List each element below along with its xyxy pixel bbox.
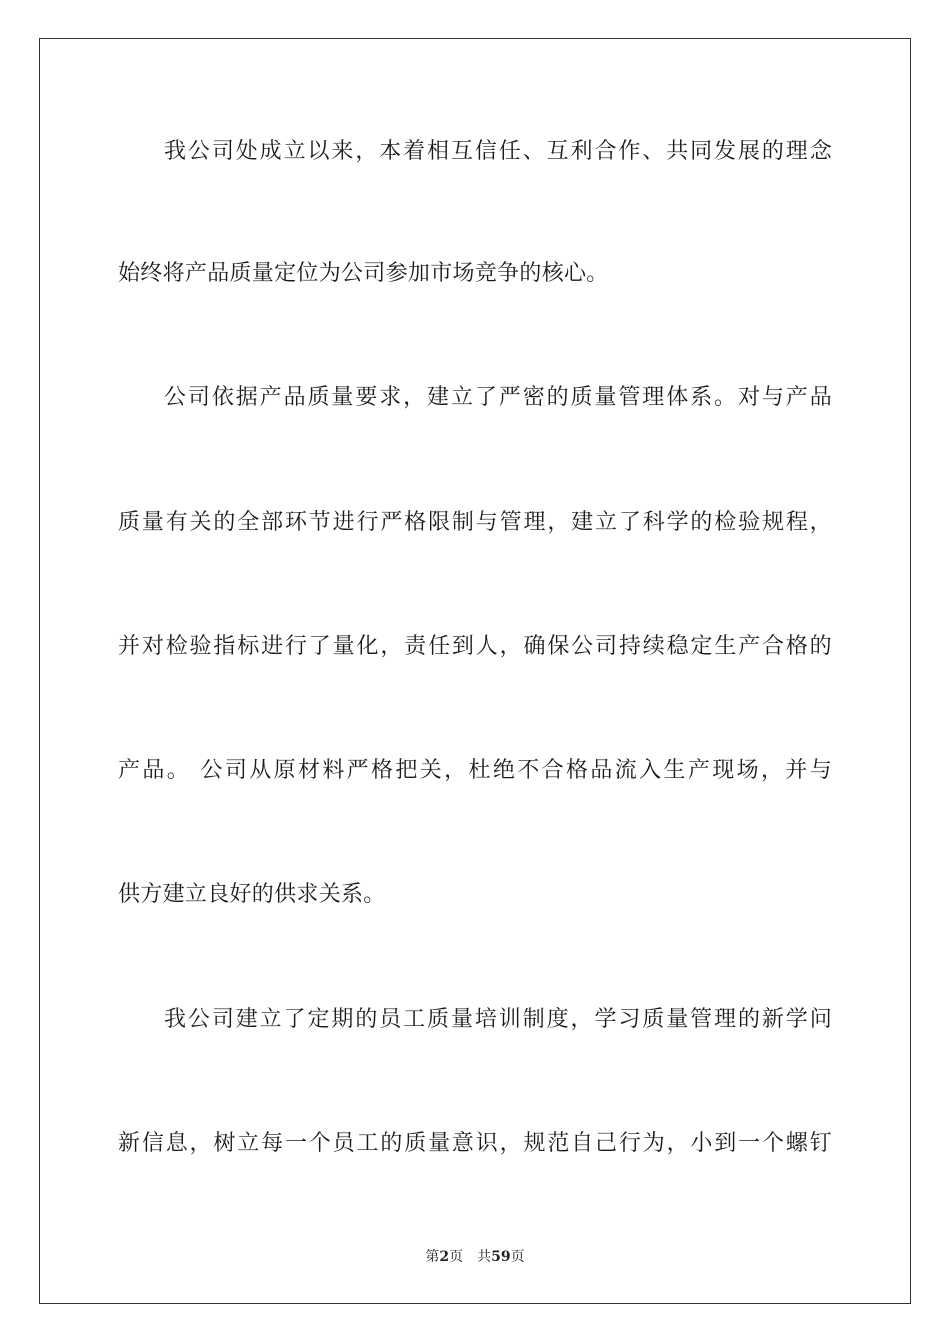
paragraph-2-line-5: 供方建立良好的供求关系。 xyxy=(118,882,386,907)
total-suffix: 页 xyxy=(510,1249,525,1265)
paragraph-2-line-2: 质量有关的全部环节进行严格限制与管理，建立了科学的检验规程， xyxy=(118,510,832,535)
paragraph-2-line-1: 公司依据产品质量要求，建立了严密的质量管理体系。对与产品 xyxy=(164,385,832,410)
paragraph-1-line-1: 我公司处成立以来，本着相互信任、互利合作、共同发展的理念 xyxy=(164,139,832,164)
page-footer xyxy=(0,1248,950,1266)
paragraph-3-line-2: 新信息，树立每一个员工的质量意识，规范自己行为，小到一个螺钉 xyxy=(118,1131,832,1156)
total-prefix: 共 xyxy=(477,1249,492,1265)
paragraph-1-line-2: 始终将产品质量定位为公司参加市场竞争的核心。 xyxy=(118,261,609,286)
page-border xyxy=(39,38,911,1304)
page-number: 2 xyxy=(439,1249,450,1265)
page-prefix: 第 xyxy=(425,1249,440,1265)
page-suffix: 页 xyxy=(449,1249,464,1265)
total-pages: 59 xyxy=(491,1249,511,1265)
paragraph-3-line-1: 我公司建立了定期的员工质量培训制度，学习质量管理的新学问 xyxy=(164,1007,832,1032)
paragraph-2-line-4: 产品。 公司从原材料严格把关，杜绝不合格品流入生产现场，并与 xyxy=(118,758,832,783)
paragraph-2-line-3: 并对检验指标进行了量化，责任到人，确保公司持续稳定生产合格的 xyxy=(118,634,832,659)
